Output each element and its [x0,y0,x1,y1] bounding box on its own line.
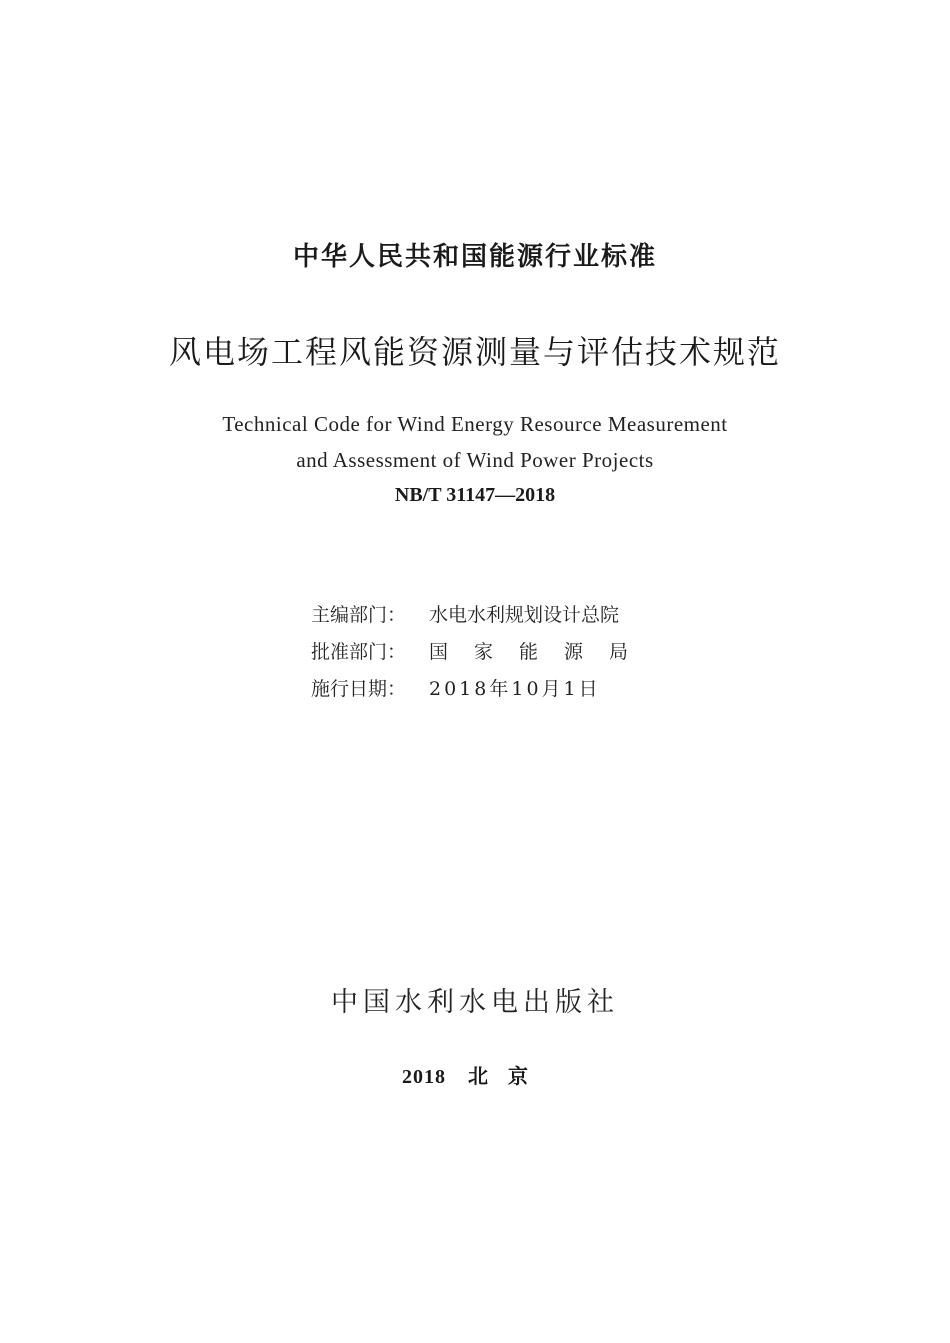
info-block [311,597,654,708]
effective-date-value: 2018年10月1日 [429,678,601,700]
standard-category: 中华人民共和国能源行业标准 [292,242,657,272]
editor-label: 主编部门： [311,604,407,626]
title-english-line-1: Technical Code for Wind Energy Resource Measurement [222,412,728,436]
approver-row [311,634,654,671]
effective-date-row [311,671,654,708]
approver-value: 国家能源局 [429,641,655,663]
effective-date-label: 施行日期： [311,678,407,700]
editor-row [311,597,654,634]
title-chinese: 风电场工程风能资源测量与评估技术规范 [168,333,781,371]
publication-year: 2018 [402,1066,446,1088]
publisher-name: 中国水利水电出版社 [331,987,619,1018]
editor-value: 水电水利规划设计总院 [429,604,620,626]
standard-number: NB/T 31147—2018 [394,484,556,506]
publication-place [0,1060,950,1089]
title-english-line-2: and Assessment of Wind Power Projects [296,448,654,472]
publication-city: 北京 [468,1064,548,1088]
approver-label: 批准部门： [311,641,407,663]
